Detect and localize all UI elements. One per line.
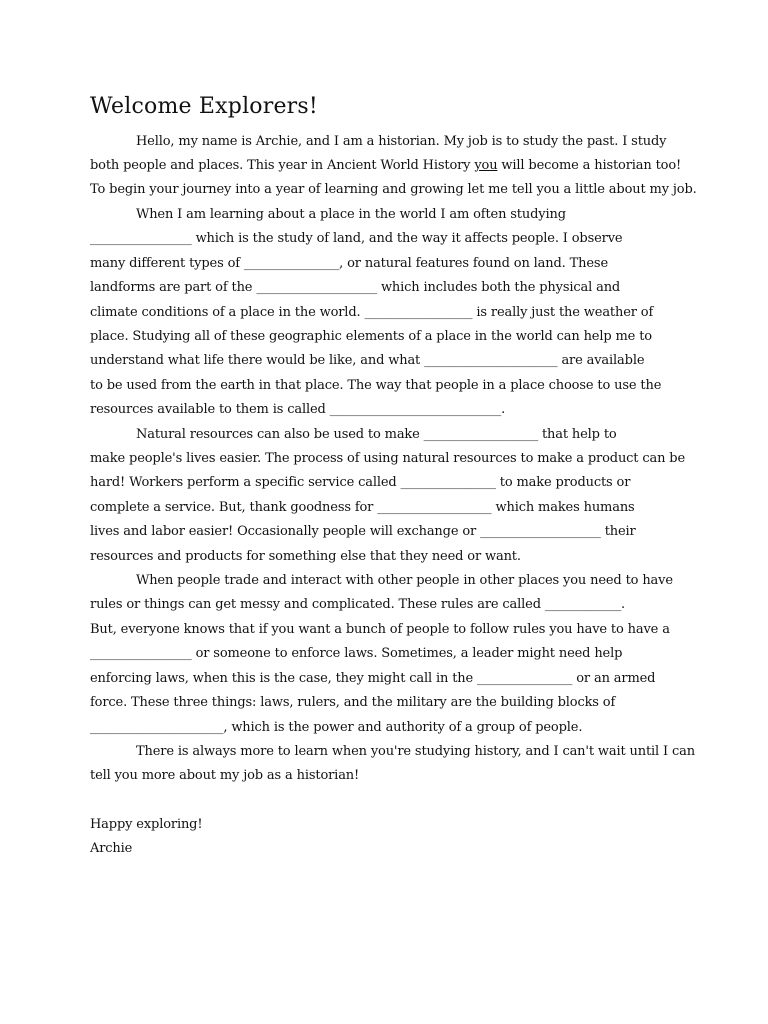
paragraph-line: Hello, my name is Archie, and I am a historian. My job is to study the past. I study (136, 134, 667, 149)
paragraph-line: When I am learning about a place in the world I am often studying (136, 207, 566, 222)
underlined-word: you (474, 158, 498, 173)
paragraph-line: understand what life there would be like, and what _____________________ are available (90, 353, 645, 368)
paragraph-line (90, 157, 681, 175)
paragraph-line: climate conditions of a place in the world. _________________ is really just the weather of (90, 305, 654, 320)
paragraph-line: complete a service. But, thank goodness for __________________ which makes humans (90, 500, 635, 515)
paragraph-line: rules or things can get messy and complicated. These rules are called ____________. (90, 597, 626, 612)
paragraph-line: ________________ which is the study of land, and the way it affects people. I observe (90, 231, 623, 246)
paragraph-line: _____________________, which is the power and authority of a group of people. (90, 720, 583, 735)
paragraph-line: When people trade and interact with other people in other places you need to have (136, 573, 673, 588)
paragraph-line: Natural resources can also be used to make __________________ that help to (136, 427, 617, 442)
paragraph-line: to be used from the earth in that place. The way that people in a place choose to use the (90, 378, 662, 393)
paragraph-line: resources available to them is called ___________________________. (90, 402, 506, 417)
paragraph-line: There is always more to learn when you're studying history, and I can't wait until I can (136, 744, 695, 759)
closing-line: Happy exploring! (90, 817, 203, 832)
paragraph-line: force. These three things: laws, rulers, and the military are the building blocks of (90, 695, 616, 710)
paragraph-line: many different types of _______________, or natural features found on land. These (90, 256, 608, 271)
paragraph-line: ________________ or someone to enforce laws. Sometimes, a leader might need help (90, 646, 623, 661)
paragraph-line: make people's lives easier. The process of using natural resources to make a product can be (90, 451, 686, 466)
paragraph-line: enforcing laws, when this is the case, they might call in the _______________ or an armed (90, 671, 656, 686)
paragraph-line: resources and products for something else that they need or want. (90, 549, 521, 564)
letter-title: Welcome Explorers! (90, 94, 318, 119)
paragraph-line: place. Studying all of these geographic elements of a place in the world can help me to (90, 329, 652, 344)
signature-line: Archie (90, 841, 133, 856)
line-text: both people and places. This year in Ancient World History (90, 158, 475, 173)
line-text: will become a historian too! (497, 158, 682, 173)
paragraph-line: landforms are part of the ___________________ which includes both the physical and (90, 280, 621, 295)
paragraph-line: lives and labor easier! Occasionally people will exchange or ___________________ their (90, 524, 636, 539)
paragraph-line: To begin your journey into a year of learning and growing let me tell you a little about my job. (90, 182, 697, 197)
paragraph-line: But, everyone knows that if you want a bunch of people to follow rules you have to have a (90, 622, 670, 637)
paragraph-line: hard! Workers perform a specific service called _______________ to make products or (90, 475, 631, 490)
paragraph-line: tell you more about my job as a historian! (90, 768, 360, 783)
